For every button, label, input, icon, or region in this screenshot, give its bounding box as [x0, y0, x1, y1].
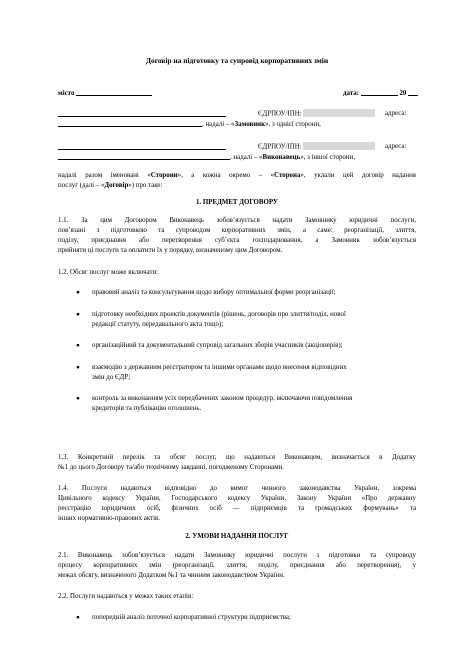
clause-2-1-line1: 2.1. Виконавець зобов’язується надати Замовнику юридичні послуги з підготовки та супроводу	[58, 552, 416, 559]
city-line	[58, 88, 152, 99]
party1-address-field[interactable]	[58, 119, 202, 127]
bullet-5-line1: контроль за виконанням усіх передбачених законом процедур, включаючи повідомлення	[92, 395, 353, 402]
intro-line1: надалі разом іменовані «Сторони», а кожна окремо – «Сторона», уклали цей договір надання	[58, 172, 416, 179]
party2-line1	[58, 142, 226, 153]
party1-name-field[interactable]	[58, 109, 226, 117]
bullet-dot: ●	[76, 311, 80, 318]
party2-address-label: адреса:	[385, 143, 407, 150]
section2-heading: 2. УМОВИ НАДАННЯ ПОСЛУГ	[185, 533, 289, 540]
bullet-dot: ●	[76, 342, 80, 349]
document-title: Договір на підготовку та супровід корпоративних змін	[145, 56, 329, 65]
bullet-3-line1: організаційний та документальний супровід загальних зборів учасників (акціонерів);	[92, 342, 343, 349]
clause-1-4-line4: інших нормативно-правових актів.	[58, 515, 160, 522]
party1-role: Замовник	[234, 121, 266, 128]
party2-address-field[interactable]	[58, 152, 230, 160]
party2-name-field[interactable]	[58, 142, 226, 150]
party1-edrpou: ЄДРПОУ/ІПН:	[258, 109, 375, 119]
bullet-2-2-1-line1: попередній аналіз поточної корпоративної структури підприємства;	[92, 614, 291, 621]
bullet-dot: ●	[76, 614, 80, 621]
clause-1-4-line3: реєстрацію юридичних осіб, фізичних осіб — підприємців та громадських формувань» та	[58, 505, 416, 512]
date-field[interactable]	[361, 88, 398, 96]
clause-1-1-line1: 1.1. За цим Договором Виконавець зобов’язується надати Замовнику юридичні послуги,	[58, 217, 416, 224]
bullet-4-line1: взаємодію з державним реєстратором та іншими органами щодо внесення відповідних	[92, 364, 347, 371]
clause-1-1-line3: поділу, приєднання або перетворення суб’єкта господарювання, а Замовник зобов’язується	[58, 237, 416, 244]
clause-2-1-line2: процесу корпоративних змін (реорганізації, злиття, поділу, приєднання або перетворення), у	[58, 562, 416, 569]
bullet-dot: ●	[76, 395, 80, 402]
party1-line1	[58, 109, 226, 120]
bullet-1-line1: правовий аналіз та консультування щодо вибору оптимальної форми реорганізації;	[92, 289, 336, 296]
city-label: місто	[58, 90, 75, 97]
date-label: дата:	[343, 90, 359, 97]
clause-1-2: 1.2. Обсяг послуг може включати:	[58, 269, 159, 276]
clause-2-2: 2.2. Послуги надаються у межах таких етапів:	[58, 593, 194, 600]
bullet-dot: ●	[76, 364, 80, 371]
clause-1-3-line2: №1 до цього Договору та/або технічному завданні, погодженому Сторонами.	[58, 464, 284, 471]
bullet-4-line2: змін до ЄДР;	[92, 374, 131, 381]
clause-2-1-line3: межах обсягу, визначеного Додатком №1 та чинним законодавством України.	[58, 572, 285, 579]
party1-line2: , надалі – «Замовник», з однієї сторони,	[58, 119, 321, 130]
clause-1-1-line4: прийняти ці послуги та оплатити їх у порядку, визначеному цим Договором.	[58, 247, 283, 254]
bullet-2-line1: підготовку необхідних проектів документів (рішень, договорів про злиття/поділ, нової	[92, 311, 346, 318]
bullet-5-line2: кредиторів та публікацію оголошень.	[92, 405, 202, 412]
party2-edrpou-field[interactable]	[303, 142, 375, 150]
clause-1-3-line1: 1.3. Конкретний перелік та обсяг послуг, що надаються Виконавцем, визначається в Додатку	[58, 454, 416, 461]
intro-line2: послуг (далі – «Договір») про таке:	[58, 182, 163, 189]
party2-line2: , надалі – «Виконавець», з іншої сторони,	[58, 152, 355, 163]
date-year-field[interactable]	[408, 88, 418, 96]
clause-1-1-line2: пов’язані з підготовкою та супроводом корпоративних змін, а саме: реорганізації, злиття,	[58, 227, 416, 234]
bullet-dot: ●	[76, 289, 80, 296]
party2-edrpou: ЄДРПОУ/ІПН:	[258, 142, 375, 152]
party2-role: Виконавець	[262, 154, 301, 161]
date-year: 20	[399, 90, 407, 97]
city-field[interactable]	[76, 88, 152, 96]
clause-1-4-line2: Цивільного кодексу України, Господарського кодексу України, Закону України «Про державну	[58, 495, 416, 502]
bullet-2-line2: редакції статуту, передавального акта тощо);	[92, 321, 224, 328]
clause-1-4-line1: 1.4. Послуги надаються відповідно до вимог чинного законодавства України, зокрема	[58, 485, 416, 492]
party1-edrpou-field[interactable]	[303, 109, 375, 117]
party1-address-label: адреса:	[385, 110, 407, 117]
section1-heading: 1. ПРЕДМЕТ ДОГОВОРУ	[196, 199, 278, 206]
date-line	[343, 88, 418, 99]
